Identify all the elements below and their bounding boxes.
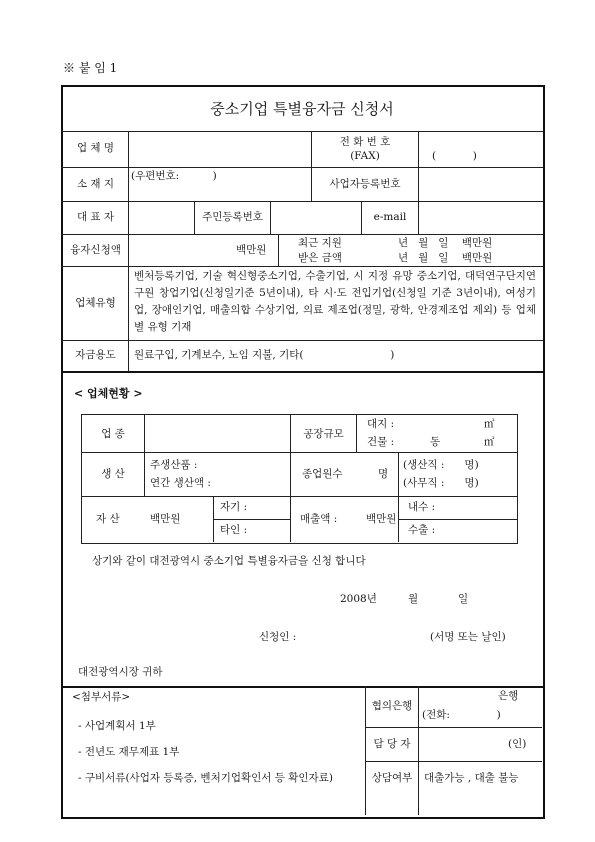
capital-label: 자 산 (96, 513, 120, 525)
fax-label: (FAX) (350, 150, 380, 162)
divider (398, 452, 399, 542)
loan-amount-unit: 백만원 (236, 244, 267, 256)
divider (398, 519, 517, 520)
building-unit: ㎡ (484, 436, 495, 448)
representative-label: 대 표 자 (76, 211, 115, 223)
phone-field[interactable]: ( ) (432, 150, 477, 162)
email-label: e-mail (373, 211, 407, 223)
export-label: 수출 : (408, 524, 436, 536)
sales-label: 매출액 : (300, 513, 338, 525)
staff-label: 담 당 자 (373, 738, 411, 750)
divider (356, 414, 357, 452)
consult-result-value[interactable]: 대출가능 , 대출 불능 (424, 772, 519, 784)
company-type-label: 업체유형 (75, 297, 116, 309)
phone-label: 전 화 번 호 (339, 136, 391, 148)
industry-label: 업 종 (101, 428, 125, 440)
building-label: 건물 : (367, 436, 395, 448)
production-staff[interactable]: (생산직 : 명) (403, 459, 479, 471)
resident-no-label: 주민등록번호 (202, 211, 263, 223)
main-products-label: 주생산품 : (150, 459, 198, 471)
resident-no-field[interactable] (272, 203, 359, 232)
consult-bank-label: 협의은행 (371, 700, 413, 712)
sales-unit: 백만원 (366, 513, 397, 525)
company-name-field[interactable] (130, 133, 310, 165)
received-amount-label: 받은 금액 (298, 252, 342, 264)
recent-support-label: 최근 지원 (298, 237, 342, 249)
employees-label: 종업원수 (302, 468, 343, 480)
divider (418, 201, 419, 234)
divider (61, 686, 543, 688)
status-heading: < 업체현황 > (74, 387, 143, 400)
loan-amount-label: 융자신청액 (70, 244, 121, 256)
divider (81, 496, 518, 497)
divider (270, 201, 271, 234)
employees-unit: 명 (378, 468, 389, 480)
annual-production-label: 연간 생산액 : (150, 477, 211, 489)
bank-suffix: 은행 (498, 690, 519, 702)
divider (213, 519, 290, 520)
received-amount-date[interactable]: 년 월 일 백만원 (398, 252, 493, 264)
divider (128, 131, 129, 371)
divider (61, 371, 543, 373)
divider (61, 340, 543, 341)
office-staff[interactable]: (사무직 : 명) (403, 477, 479, 489)
fund-use-text[interactable]: 원료구입, 기계보수, 노임 지불, 기타( ) (134, 349, 395, 361)
divider (278, 234, 279, 266)
representative-field[interactable] (130, 203, 192, 232)
divider (61, 131, 543, 132)
attachment-item: - 구비서류(사업자 등록증, 벤처기업확인서 등 확인자료) (78, 772, 333, 784)
date-year: 2008년 (340, 593, 377, 605)
company-type-text: 벤처등록기업, 기술 혁신형중소기업, 수출기업, 시 지정 유망 중소기업, 대덕연구단지연구원 창업기업(신청일기준 5년이내), 타 시·도 전입기업(신청일 기준 3년이내), 여성기업, 장애인기업, 매출의합 수상기업, 의료 제조업(정밀, 광학, 안경제조업 제외) 등 업체별 유형 기재 (134, 270, 536, 333)
company-name-label: 업 체 명 (76, 142, 115, 154)
domestic-label: 내수 : (408, 501, 436, 513)
production-label: 생 산 (101, 468, 125, 480)
address-label: 소 재 지 (76, 178, 115, 190)
attachments-heading: <첨부서류> (72, 691, 131, 703)
applicant-label: 신청인 : (259, 631, 297, 643)
biz-reg-field[interactable] (420, 169, 538, 199)
fund-use-label: 자금용도 (75, 349, 116, 361)
divider (61, 167, 543, 168)
attachment-item: - 전년도 재무제표 1부 (78, 746, 180, 758)
addressee: 대전광역시장 귀하 (78, 666, 163, 678)
postal-code-field[interactable]: (우편번호: ) (131, 170, 217, 182)
divider (61, 266, 543, 267)
divider (365, 727, 542, 728)
land-label: 대지 : (367, 418, 395, 430)
consult-result-label: 상담여부 (371, 772, 413, 784)
capital-unit: 백만원 (150, 513, 181, 525)
divider (365, 761, 542, 762)
building-dong: 동 (430, 436, 441, 448)
bank-phone-field[interactable]: (전화: ) (422, 709, 501, 721)
signature-label: (서명 또는 날인) (430, 631, 506, 643)
divider (61, 234, 543, 235)
biz-reg-label: 사업자등록번호 (329, 178, 401, 190)
attachment-item: - 사업계획서 1부 (78, 720, 156, 732)
date-day: 일 (458, 593, 469, 605)
recent-support-date[interactable]: 년 월 일 백만원 (398, 237, 493, 249)
own-capital-label: 자기 : (220, 501, 248, 513)
form-title: 중소기업 특별융자금 신청서 (210, 100, 394, 118)
divider (144, 414, 145, 496)
divider (81, 452, 518, 453)
factory-scale-label: 공장규모 (303, 428, 344, 440)
staff-seal: (인) (508, 738, 527, 750)
divider (418, 131, 419, 201)
borrowed-capital-label: 타인 : (220, 524, 248, 536)
land-unit: ㎡ (484, 418, 495, 430)
divider (61, 201, 543, 202)
divider (418, 686, 419, 815)
email-field[interactable] (420, 203, 538, 232)
declaration-text: 상기와 같이 대전광역시 중소기업 특별융자금을 신청 합니다 (92, 555, 366, 567)
attachment-label: ※ 붙 임 1 (63, 61, 118, 75)
industry-field[interactable] (146, 416, 288, 450)
date-month: 월 (408, 593, 419, 605)
